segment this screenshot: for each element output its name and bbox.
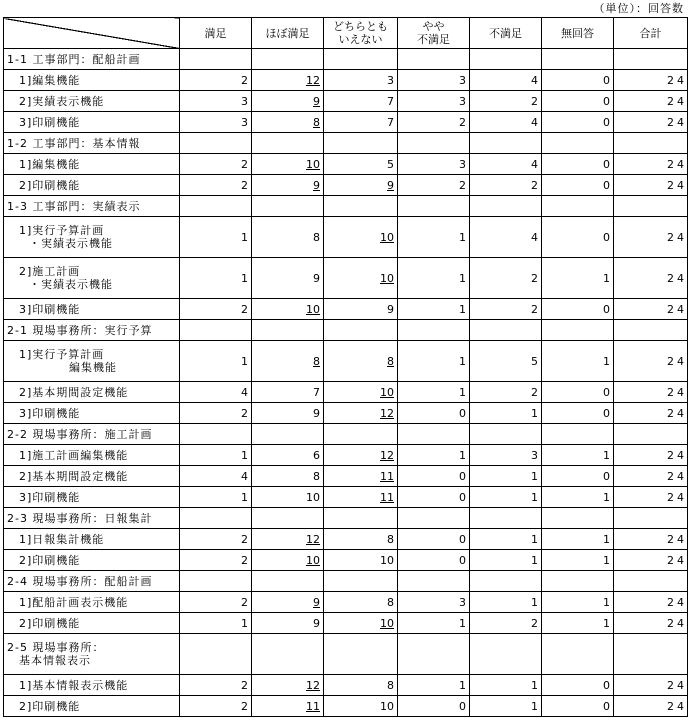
cell-no-answer: 0 <box>542 403 614 424</box>
row-label <box>4 175 180 196</box>
table-row <box>4 466 688 487</box>
cell-mostly-satisfied <box>252 571 324 592</box>
cell-satisfied <box>180 634 252 675</box>
section-label <box>4 424 180 445</box>
cell-satisfied: 1 <box>180 258 252 299</box>
section-label <box>4 133 180 154</box>
cell-mostly-satisfied: 12 <box>252 529 324 550</box>
table-row <box>4 91 688 112</box>
column-header-mostly-satisfied: ほぼ満足 <box>252 18 324 49</box>
table-row <box>4 112 688 133</box>
cell-total: 24 <box>614 154 688 175</box>
cell-mostly-satisfied: 9 <box>252 91 324 112</box>
cell-dissatisfied: 2 <box>470 299 542 320</box>
cell-no-answer: 1 <box>542 550 614 571</box>
row-label <box>4 91 180 112</box>
row-label <box>4 403 180 424</box>
cell-somewhat-dissatisfied: 1 <box>398 445 470 466</box>
cell-mostly-satisfied <box>252 508 324 529</box>
section-row <box>4 133 688 154</box>
cell-somewhat-dissatisfied: 2 <box>398 175 470 196</box>
cell-dissatisfied: 1 <box>470 550 542 571</box>
row-label <box>4 466 180 487</box>
cell-neutral <box>324 320 398 341</box>
label-line-1: 3]印刷機能 <box>19 490 81 504</box>
cell-neutral: 10 <box>324 217 398 258</box>
cell-somewhat-dissatisfied: 1 <box>398 258 470 299</box>
cell-dissatisfied: 2 <box>470 613 542 634</box>
label-line-1: 2]施工計画 <box>19 265 81 278</box>
table-row <box>4 299 688 320</box>
header-row <box>4 18 688 49</box>
cell-total: 24 <box>614 487 688 508</box>
cell-somewhat-dissatisfied: 3 <box>398 154 470 175</box>
label-line-1: 1]配船計画表示機能 <box>19 595 129 609</box>
cell-no-answer: 1 <box>542 487 614 508</box>
cell-total: 24 <box>614 613 688 634</box>
cell-neutral: 11 <box>324 487 398 508</box>
cell-neutral <box>324 508 398 529</box>
cell-somewhat-dissatisfied: 1 <box>398 675 470 696</box>
cell-neutral: 10 <box>324 550 398 571</box>
cell-dissatisfied <box>470 49 542 70</box>
row-label <box>4 299 180 320</box>
cell-no-answer: 1 <box>542 445 614 466</box>
cell-dissatisfied: 2 <box>470 258 542 299</box>
cell-dissatisfied: 4 <box>470 70 542 91</box>
section-label <box>4 49 180 70</box>
cell-dissatisfied: 2 <box>470 175 542 196</box>
cell-dissatisfied <box>470 634 542 675</box>
cell-somewhat-dissatisfied <box>398 508 470 529</box>
cell-satisfied: 2 <box>180 550 252 571</box>
cell-no-answer: 1 <box>542 529 614 550</box>
section-row <box>4 634 688 675</box>
cell-no-answer: 0 <box>542 112 614 133</box>
cell-no-answer: 0 <box>542 382 614 403</box>
cell-mostly-satisfied: 10 <box>252 550 324 571</box>
cell-dissatisfied: 4 <box>470 112 542 133</box>
cell-neutral <box>324 196 398 217</box>
unit-label: （単位）：回答数 <box>593 2 684 15</box>
cell-dissatisfied: 1 <box>470 403 542 424</box>
cell-satisfied: 4 <box>180 466 252 487</box>
column-header-dissatisfied: 不満足 <box>470 18 542 49</box>
cell-satisfied: 2 <box>180 299 252 320</box>
cell-satisfied <box>180 571 252 592</box>
label-line-2: ・実績表示機能 <box>29 278 113 291</box>
table-row <box>4 382 688 403</box>
cell-neutral: 5 <box>324 154 398 175</box>
cell-satisfied <box>180 196 252 217</box>
cell-neutral <box>324 571 398 592</box>
cell-satisfied: 2 <box>180 529 252 550</box>
label-line-1: 1]実行予算計画 <box>19 348 105 361</box>
cell-somewhat-dissatisfied: 0 <box>398 466 470 487</box>
label-line-1: 2-3 現場事務所：日報集計 <box>7 511 153 525</box>
cell-somewhat-dissatisfied: 0 <box>398 550 470 571</box>
cell-neutral: 8 <box>324 341 398 382</box>
row-label <box>4 529 180 550</box>
cell-mostly-satisfied: 10 <box>252 299 324 320</box>
table-row <box>4 592 688 613</box>
label-line-1: 1]編集機能 <box>19 157 81 171</box>
cell-dissatisfied <box>470 196 542 217</box>
section-row <box>4 424 688 445</box>
cell-satisfied: 2 <box>180 154 252 175</box>
cell-satisfied: 2 <box>180 592 252 613</box>
cell-satisfied: 3 <box>180 112 252 133</box>
cell-no-answer <box>542 320 614 341</box>
column-header-no-answer: 無回答 <box>542 18 614 49</box>
section-row <box>4 320 688 341</box>
cell-mostly-satisfied: 9 <box>252 613 324 634</box>
section-label <box>4 634 180 675</box>
label-line-1: 3]印刷機能 <box>19 115 81 129</box>
cell-no-answer <box>542 508 614 529</box>
cell-mostly-satisfied <box>252 196 324 217</box>
label-line-1: 1]基本情報表示機能 <box>19 678 129 692</box>
cell-mostly-satisfied <box>252 133 324 154</box>
cell-dissatisfied <box>470 133 542 154</box>
cell-no-answer: 1 <box>542 258 614 299</box>
label-line-1: 1-3 工事部門：実績表示 <box>7 199 141 213</box>
cell-mostly-satisfied: 8 <box>252 341 324 382</box>
table-row <box>4 445 688 466</box>
cell-mostly-satisfied: 8 <box>252 217 324 258</box>
cell-no-answer <box>542 49 614 70</box>
survey-results-table <box>3 17 688 717</box>
column-header-total: 合計 <box>614 18 688 49</box>
cell-neutral: 9 <box>324 175 398 196</box>
row-label <box>4 258 180 299</box>
cell-neutral: 9 <box>324 299 398 320</box>
cell-no-answer <box>542 424 614 445</box>
cell-total: 24 <box>614 529 688 550</box>
table-body <box>4 49 688 717</box>
cell-no-answer: 0 <box>542 175 614 196</box>
cell-neutral: 10 <box>324 696 398 717</box>
row-label <box>4 341 180 382</box>
cell-total: 24 <box>614 258 688 299</box>
cell-dissatisfied: 1 <box>470 675 542 696</box>
cell-mostly-satisfied: 10 <box>252 487 324 508</box>
cell-somewhat-dissatisfied: 3 <box>398 91 470 112</box>
cell-no-answer: 0 <box>542 70 614 91</box>
cell-neutral: 3 <box>324 70 398 91</box>
label-line-1: 2]基本期間設定機能 <box>19 469 129 483</box>
cell-no-answer: 1 <box>542 613 614 634</box>
cell-dissatisfied: 1 <box>470 466 542 487</box>
cell-dissatisfied: 1 <box>470 592 542 613</box>
row-label <box>4 217 180 258</box>
label-line-1: 2-2 現場事務所：施工計画 <box>7 427 153 441</box>
cell-no-answer: 1 <box>542 592 614 613</box>
section-label <box>4 320 180 341</box>
cell-dissatisfied: 4 <box>470 154 542 175</box>
table-row <box>4 675 688 696</box>
cell-total: 24 <box>614 696 688 717</box>
table-row <box>4 613 688 634</box>
cell-dissatisfied: 5 <box>470 341 542 382</box>
cell-mostly-satisfied: 7 <box>252 382 324 403</box>
label-line-1: 1]編集機能 <box>19 73 81 87</box>
cell-somewhat-dissatisfied <box>398 424 470 445</box>
cell-somewhat-dissatisfied: 0 <box>398 403 470 424</box>
cell-dissatisfied <box>470 320 542 341</box>
cell-mostly-satisfied: 9 <box>252 592 324 613</box>
cell-neutral: 7 <box>324 112 398 133</box>
cell-no-answer: 0 <box>542 675 614 696</box>
cell-dissatisfied <box>470 424 542 445</box>
cell-total <box>614 634 688 675</box>
section-label <box>4 508 180 529</box>
label-line-2: ・実績表示機能 <box>29 237 113 250</box>
cell-dissatisfied: 2 <box>470 91 542 112</box>
cell-satisfied: 1 <box>180 217 252 258</box>
cell-somewhat-dissatisfied <box>398 49 470 70</box>
cell-total: 24 <box>614 382 688 403</box>
cell-mostly-satisfied: 9 <box>252 258 324 299</box>
cell-somewhat-dissatisfied: 1 <box>398 382 470 403</box>
section-label <box>4 196 180 217</box>
cell-neutral: 10 <box>324 382 398 403</box>
cell-dissatisfied <box>470 571 542 592</box>
cell-mostly-satisfied: 10 <box>252 154 324 175</box>
cell-total: 24 <box>614 403 688 424</box>
cell-total: 24 <box>614 466 688 487</box>
table-row <box>4 175 688 196</box>
table-row <box>4 696 688 717</box>
label-line-1: 2]実績表示機能 <box>19 94 105 108</box>
label-line-1: 1]施工計画編集機能 <box>19 448 129 462</box>
cell-satisfied: 2 <box>180 175 252 196</box>
cell-total: 24 <box>614 91 688 112</box>
cell-somewhat-dissatisfied: 1 <box>398 613 470 634</box>
cell-somewhat-dissatisfied: 2 <box>398 112 470 133</box>
cell-no-answer: 0 <box>542 696 614 717</box>
table-row <box>4 529 688 550</box>
cell-dissatisfied: 1 <box>470 529 542 550</box>
cell-satisfied: 2 <box>180 70 252 91</box>
cell-total: 24 <box>614 70 688 91</box>
label-line-1: 1]実行予算計画 <box>19 224 105 237</box>
cell-dissatisfied: 4 <box>470 217 542 258</box>
cell-total <box>614 49 688 70</box>
section-label <box>4 571 180 592</box>
cell-satisfied: 1 <box>180 445 252 466</box>
table-row <box>4 70 688 91</box>
cell-mostly-satisfied <box>252 634 324 675</box>
label-line-1: 1]日報集計機能 <box>19 532 105 546</box>
corner-cell <box>4 18 180 49</box>
column-header-neutral: どちらとも いえない <box>324 18 398 49</box>
row-label <box>4 70 180 91</box>
cell-neutral: 12 <box>324 445 398 466</box>
cell-no-answer <box>542 196 614 217</box>
cell-mostly-satisfied: 6 <box>252 445 324 466</box>
cell-neutral: 8 <box>324 592 398 613</box>
label-line-1: 1-2 工事部門：基本情報 <box>7 136 141 150</box>
label-line-2: 基本情報表示 <box>19 654 91 667</box>
label-line-1: 2]印刷機能 <box>19 616 81 630</box>
cell-no-answer: 0 <box>542 466 614 487</box>
cell-satisfied: 2 <box>180 675 252 696</box>
cell-total: 24 <box>614 445 688 466</box>
cell-total <box>614 133 688 154</box>
cell-dissatisfied <box>470 508 542 529</box>
cell-somewhat-dissatisfied <box>398 634 470 675</box>
cell-somewhat-dissatisfied <box>398 196 470 217</box>
cell-mostly-satisfied <box>252 49 324 70</box>
cell-total <box>614 196 688 217</box>
cell-neutral <box>324 424 398 445</box>
label-line-1: 2-1 現場事務所：実行予算 <box>7 323 153 337</box>
cell-somewhat-dissatisfied: 1 <box>398 341 470 382</box>
label-line-2: 編集機能 <box>69 361 117 374</box>
cell-total: 24 <box>614 341 688 382</box>
cell-neutral: 8 <box>324 675 398 696</box>
cell-somewhat-dissatisfied: 3 <box>398 592 470 613</box>
cell-satisfied: 2 <box>180 403 252 424</box>
cell-total <box>614 571 688 592</box>
cell-neutral: 12 <box>324 403 398 424</box>
label-line-1: 2]印刷機能 <box>19 553 81 567</box>
cell-mostly-satisfied <box>252 424 324 445</box>
table-row <box>4 550 688 571</box>
cell-somewhat-dissatisfied: 0 <box>398 529 470 550</box>
cell-no-answer: 0 <box>542 91 614 112</box>
cell-neutral: 11 <box>324 466 398 487</box>
cell-somewhat-dissatisfied <box>398 571 470 592</box>
cell-no-answer <box>542 571 614 592</box>
table-row <box>4 154 688 175</box>
table-row <box>4 217 688 258</box>
cell-total: 24 <box>614 592 688 613</box>
cell-satisfied: 1 <box>180 613 252 634</box>
column-header-somewhat-dissatisfied: やや 不満足 <box>398 18 470 49</box>
cell-satisfied <box>180 424 252 445</box>
cell-neutral: 10 <box>324 613 398 634</box>
cell-total: 24 <box>614 299 688 320</box>
cell-somewhat-dissatisfied <box>398 133 470 154</box>
label-line-1: 2-4 現場事務所：配船計画 <box>7 574 153 588</box>
cell-mostly-satisfied: 8 <box>252 112 324 133</box>
cell-satisfied <box>180 49 252 70</box>
row-label <box>4 445 180 466</box>
cell-no-answer: 0 <box>542 217 614 258</box>
cell-satisfied: 1 <box>180 487 252 508</box>
cell-satisfied: 3 <box>180 91 252 112</box>
cell-satisfied <box>180 508 252 529</box>
cell-satisfied <box>180 133 252 154</box>
cell-somewhat-dissatisfied: 3 <box>398 70 470 91</box>
label-line-1: 3]印刷機能 <box>19 406 81 420</box>
cell-somewhat-dissatisfied: 0 <box>398 696 470 717</box>
cell-mostly-satisfied: 8 <box>252 466 324 487</box>
cell-mostly-satisfied: 9 <box>252 175 324 196</box>
cell-neutral <box>324 49 398 70</box>
cell-satisfied: 1 <box>180 341 252 382</box>
cell-somewhat-dissatisfied: 1 <box>398 217 470 258</box>
row-label <box>4 382 180 403</box>
cell-dissatisfied: 1 <box>470 487 542 508</box>
cell-somewhat-dissatisfied: 0 <box>398 487 470 508</box>
cell-total <box>614 508 688 529</box>
cell-total <box>614 424 688 445</box>
cell-satisfied: 2 <box>180 696 252 717</box>
label-line-1: 2]印刷機能 <box>19 699 81 713</box>
cell-no-answer <box>542 634 614 675</box>
cell-no-answer: 0 <box>542 154 614 175</box>
cell-satisfied: 4 <box>180 382 252 403</box>
cell-neutral: 10 <box>324 258 398 299</box>
section-row <box>4 196 688 217</box>
cell-total: 24 <box>614 175 688 196</box>
label-line-1: 1-1 工事部門：配船計画 <box>7 52 141 66</box>
row-label <box>4 613 180 634</box>
cell-mostly-satisfied <box>252 320 324 341</box>
cell-total <box>614 320 688 341</box>
cell-neutral: 8 <box>324 529 398 550</box>
row-label <box>4 112 180 133</box>
cell-total: 24 <box>614 550 688 571</box>
row-label <box>4 487 180 508</box>
label-line-1: 2]基本期間設定機能 <box>19 385 129 399</box>
cell-mostly-satisfied: 12 <box>252 70 324 91</box>
section-row <box>4 508 688 529</box>
row-label <box>4 696 180 717</box>
cell-no-answer: 1 <box>542 341 614 382</box>
cell-total: 24 <box>614 675 688 696</box>
cell-mostly-satisfied: 11 <box>252 696 324 717</box>
row-label <box>4 675 180 696</box>
label-line-1: 2-5 現場事務所： <box>7 641 105 654</box>
cell-neutral <box>324 133 398 154</box>
table-row <box>4 258 688 299</box>
table-row <box>4 341 688 382</box>
cell-satisfied <box>180 320 252 341</box>
cell-somewhat-dissatisfied <box>398 320 470 341</box>
cell-dissatisfied: 1 <box>470 696 542 717</box>
label-line-1: 2]印刷機能 <box>19 178 81 192</box>
cell-somewhat-dissatisfied: 1 <box>398 299 470 320</box>
cell-dissatisfied: 2 <box>470 382 542 403</box>
row-label <box>4 550 180 571</box>
cell-neutral: 7 <box>324 91 398 112</box>
cell-total: 24 <box>614 112 688 133</box>
cell-dissatisfied: 3 <box>470 445 542 466</box>
row-label <box>4 154 180 175</box>
section-row <box>4 571 688 592</box>
cell-mostly-satisfied: 9 <box>252 403 324 424</box>
table-row <box>4 487 688 508</box>
table-row <box>4 403 688 424</box>
column-header-satisfied: 満足 <box>180 18 252 49</box>
cell-no-answer: 0 <box>542 299 614 320</box>
cell-neutral <box>324 634 398 675</box>
cell-total: 24 <box>614 217 688 258</box>
row-label <box>4 592 180 613</box>
cell-no-answer <box>542 133 614 154</box>
cell-mostly-satisfied: 12 <box>252 675 324 696</box>
label-line-1: 3]印刷機能 <box>19 302 81 316</box>
section-row <box>4 49 688 70</box>
